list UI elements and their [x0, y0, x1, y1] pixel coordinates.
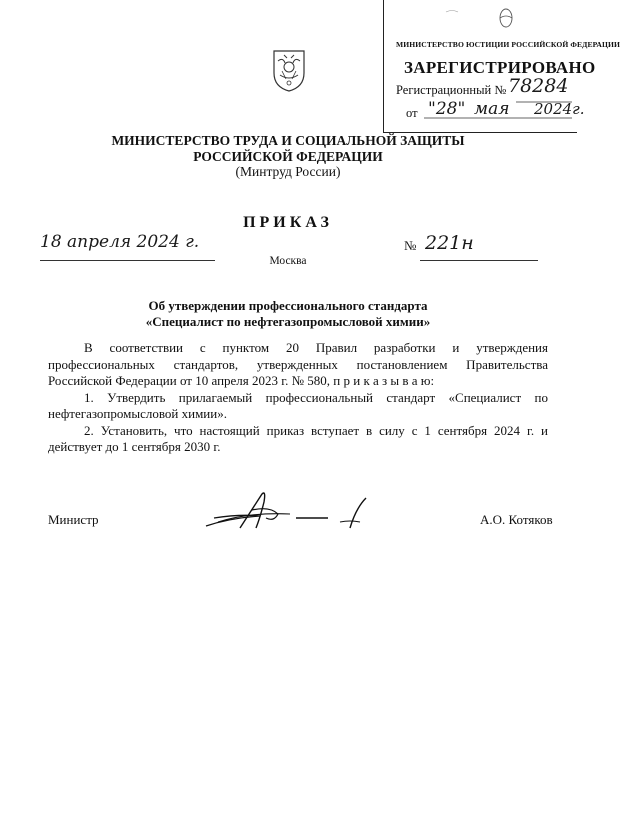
order-body	[48, 340, 548, 456]
ministry-line2: РОССИЙСКОЙ ФЕДЕРАЦИИ	[193, 149, 383, 164]
ministry-name	[0, 133, 576, 165]
paragraph-item-2: 2. Установить, что настоящий приказ вступает в силу с 1 сентября 2024 г. и действует до 1 сентября 2030 г.	[48, 422, 548, 454]
title-line1: Об утверждении профессионального стандарта	[148, 298, 428, 313]
order-number: 221н	[425, 232, 474, 254]
stamp-month: мая	[474, 99, 510, 119]
city: Москва	[269, 255, 307, 267]
stamp-reg-number: 78284	[508, 75, 569, 97]
document-type: ПРИКАЗ	[243, 214, 333, 231]
stamp-registered: ЗАРЕГИСТРИРОВАНО	[404, 58, 596, 77]
handwritten-signature	[200, 488, 380, 534]
paragraph-item-1: 1. Утвердить прилагаемый профессиональный стандарт «Специалист по нефтегазопромысловой химии».	[48, 389, 548, 421]
coat-of-arms-icon	[270, 47, 308, 93]
registration-stamp	[383, 0, 620, 133]
ministry-line1: МИНИСТЕРСТВО ТРУДА И СОЦИАЛЬНОЙ ЗАЩИТЫ	[111, 133, 465, 148]
signatory-name: А.О. Котяков	[480, 512, 553, 527]
paragraph-preamble: В соответствии с пунктом 20 Правил разработки и утверждения профессиональных стандартов, утвержденных постановлением Правительства Российской Федерации от 10 апреля 2023 г. № 580, п р и к а з ы в а ю:	[48, 340, 548, 388]
stamp-reg-label: Регистрационный №	[396, 83, 507, 97]
order-date: 18 апреля 2024 г.	[40, 232, 200, 252]
stamp-from-label: от	[406, 106, 418, 120]
stamp-year: 2024г.	[534, 100, 585, 118]
stamp-seal-mark	[444, 4, 514, 38]
title-line2: «Специалист по нефтегазопромысловой химии»	[145, 314, 431, 329]
ministry-short: (Минтруд России)	[235, 164, 341, 179]
signatory-position: Министр	[48, 512, 99, 527]
stamp-underlines	[386, 94, 574, 124]
number-label: №	[404, 238, 417, 253]
stamp-ministry: МИНИСТЕРСТВО ЮСТИЦИИ РОССИЙСКОЙ ФЕДЕРАЦИИ	[396, 40, 620, 49]
stamp-day: "28"	[428, 99, 466, 119]
order-title	[0, 298, 576, 330]
